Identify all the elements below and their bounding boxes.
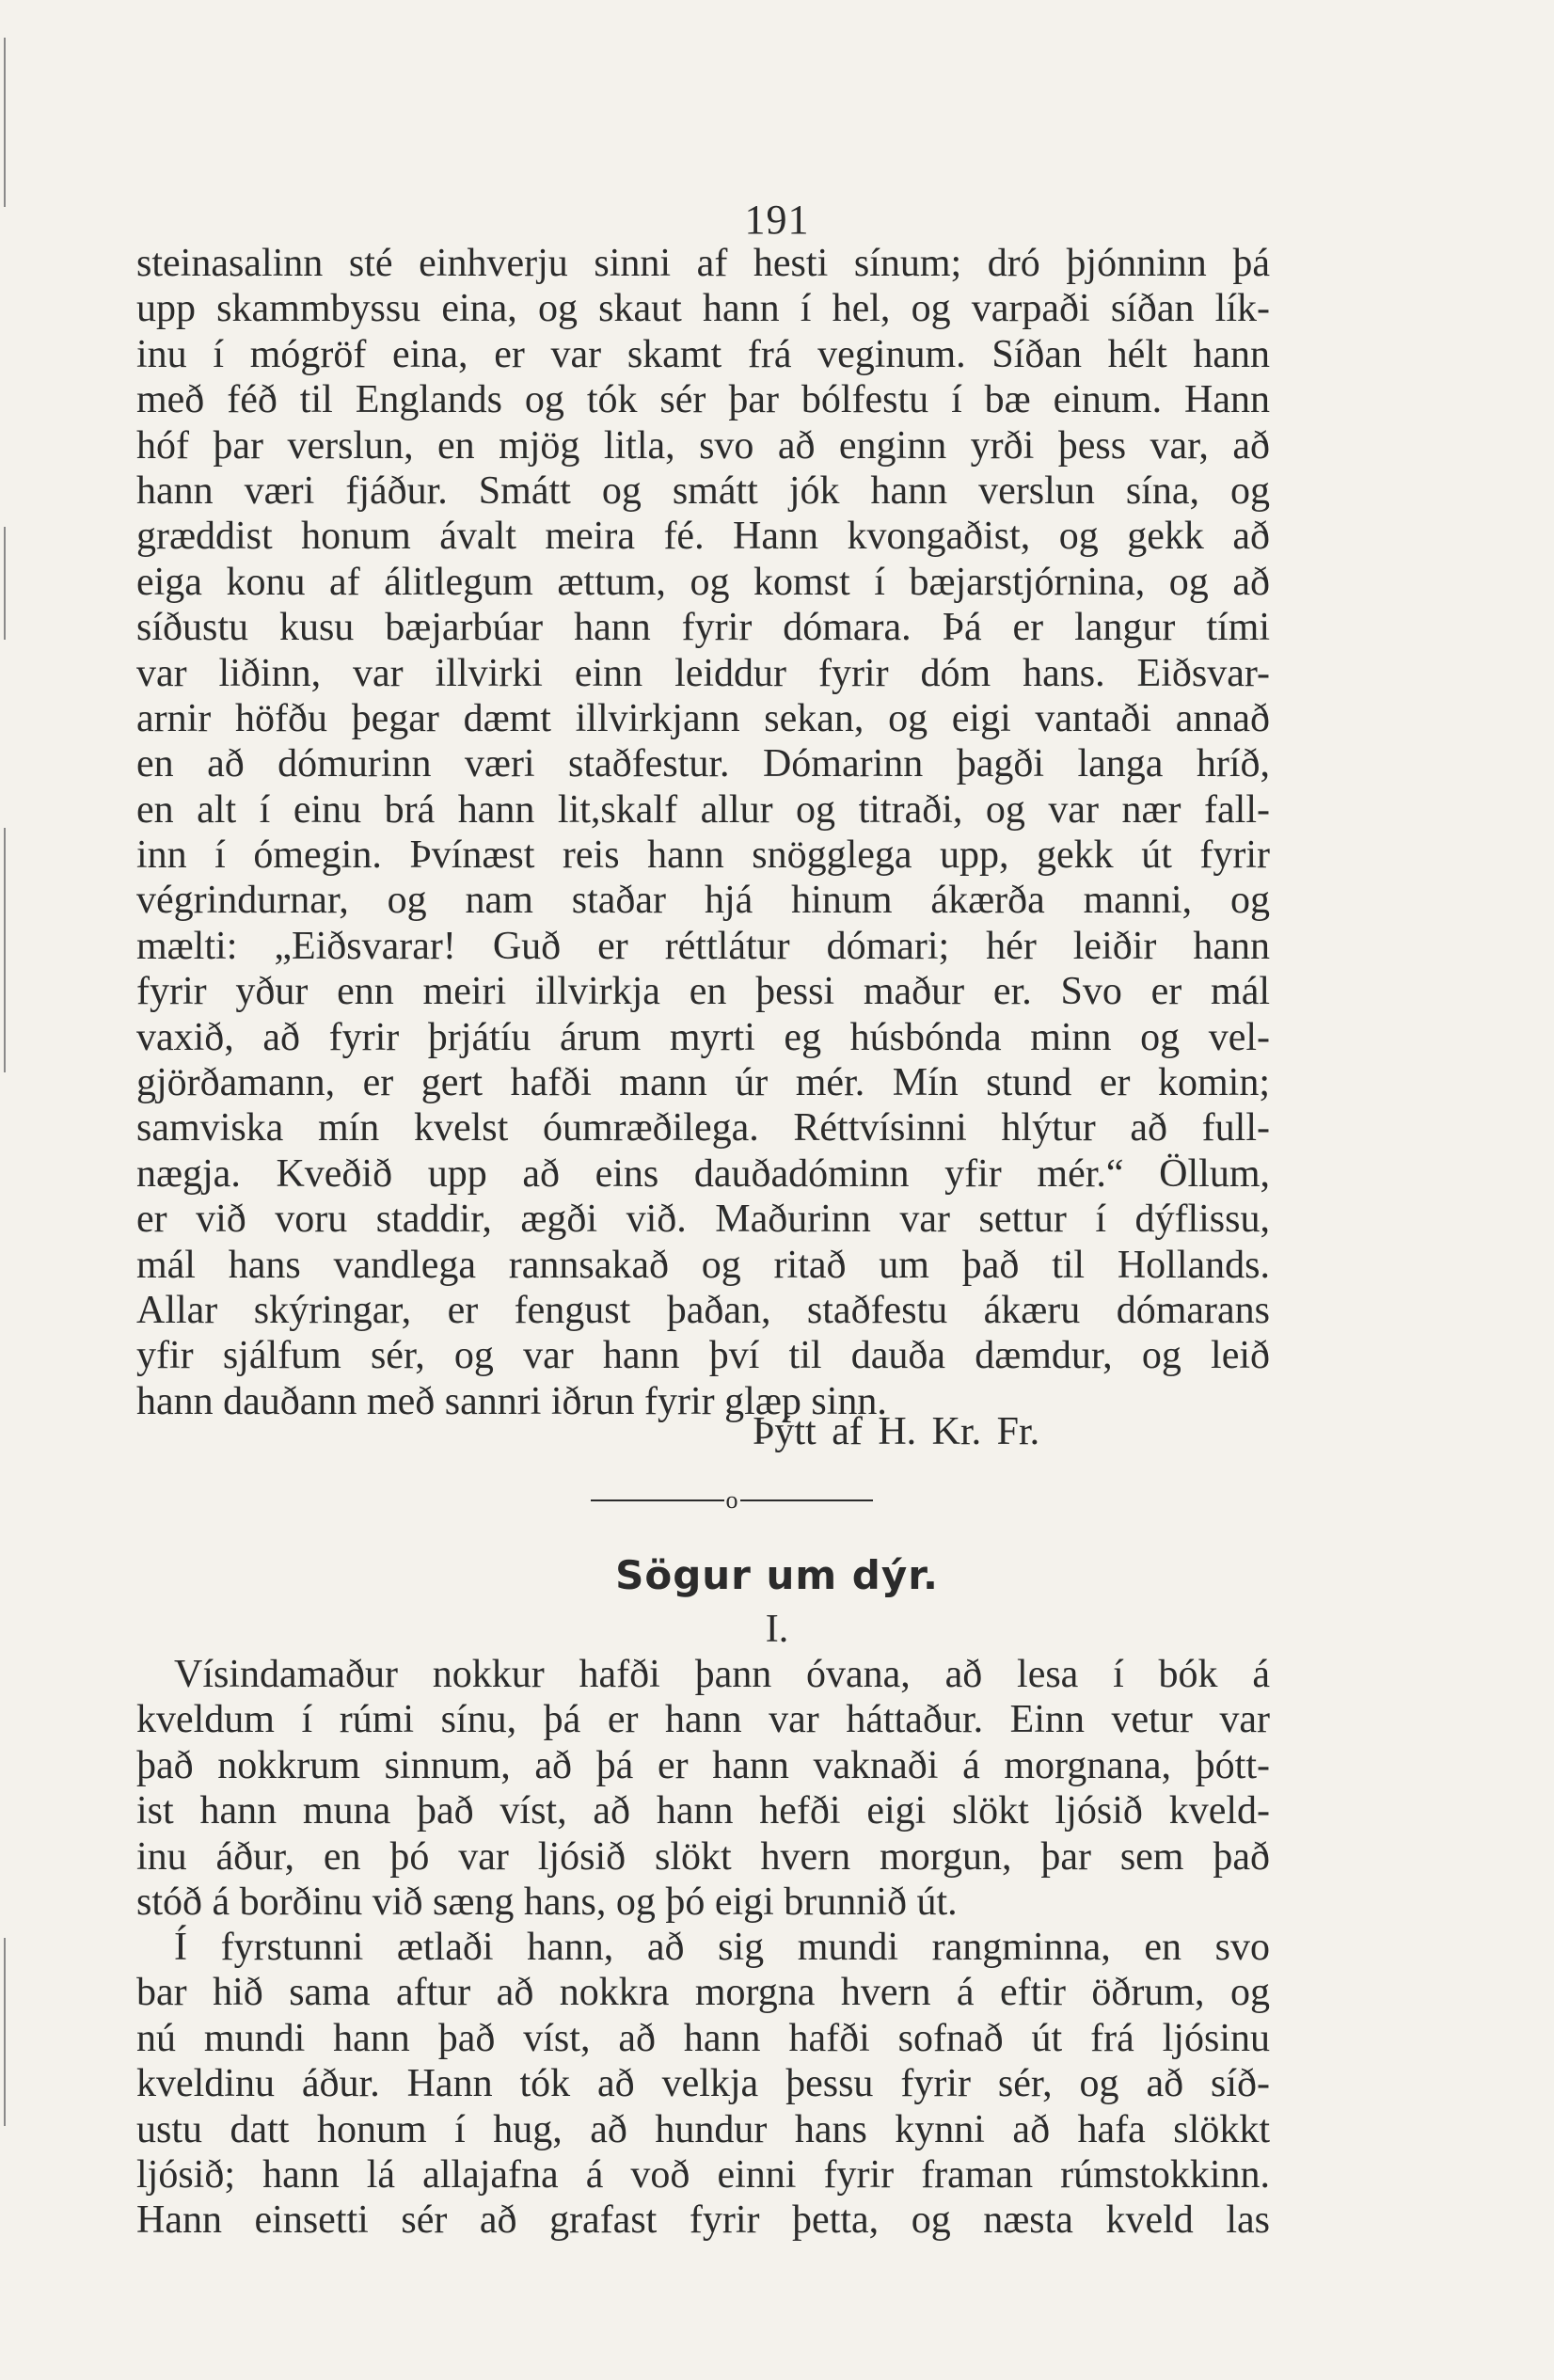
- text-line: er við voru staddir, ægði við. Maðurinn var settur í dýflissu,: [136, 1198, 1270, 1242]
- section-title: Sögur um dýr.: [615, 1552, 939, 1598]
- text-line: nægja. Kveðið upp að eins dauðadóminn yfir mér.“ Öllum,: [136, 1151, 1270, 1196]
- binding-edge-line: [4, 1938, 6, 2126]
- binding-edge-line: [4, 527, 6, 640]
- text-line: var liðinn, var illvirki einn leiddur fyrir dóm hans. Eiðsvar-: [136, 651, 1270, 695]
- text-line: inn í ómegin. Þvínæst reis hann snögglega upp, gekk út fyrir: [136, 833, 1270, 878]
- text-line: nú mundi hann það víst, að hann hafði sofnað út frá ljósinu: [136, 2016, 1270, 2060]
- text-line: hóf þar verslun, en mjög litla, svo að enginn yrði þess var, að: [136, 423, 1270, 468]
- text-line: bar hið sama aftur að nokkra morgna hvern á eftir öðrum, og: [136, 1971, 1270, 2015]
- text-line: mál hans vandlega rannsakað og ritað um það til Hollands.: [136, 1243, 1270, 1287]
- text-line: inu áður, en þó var ljósið slökt hvern morgun, þar sem það: [136, 1834, 1270, 1879]
- text-line: eiga konu af álitlegum ættum, og komst í bæjarstjórnina, og að: [136, 560, 1270, 604]
- text-line: upp skammbyssu eina, og skaut hann í hel, og varpaði síðan lík-: [136, 287, 1270, 331]
- separator-rule: [591, 1499, 724, 1501]
- binding-edge-line: [4, 38, 6, 207]
- text-line: végrindurnar, og nam staðar hjá hinum ákærða manni, og: [136, 879, 1270, 923]
- text-line: kveldinu áður. Hann tók að velkja þessu fyrir sér, og að síð-: [136, 2062, 1270, 2106]
- translator-signature: Þýtt af H. Kr. Fr.: [753, 1410, 1040, 1453]
- text-line: síðustu kusu bæjarbúar hann fyrir dómara. Þá er langur tími: [136, 606, 1270, 650]
- text-line: gjörðamann, er gert hafði mann úr mér. Mín stund er komin;: [136, 1061, 1270, 1105]
- text-line: ljósið; hann lá allajafna á voð einni fyrir framan rúmstokkinn.: [136, 2152, 1270, 2197]
- section-number: I.: [765, 1608, 789, 1651]
- text-line: ustu datt honum í hug, að hundur hans kynni að hafa slökkt: [136, 2107, 1270, 2151]
- text-line: Allar skýringar, er fengust þaðan, staðfestu ákæru dómarans: [136, 1288, 1270, 1332]
- text-line: en alt í einu brá hann lit,skalf allur og titraði, og var nær fall-: [136, 787, 1270, 832]
- text-line: það nokkrum sinnum, að þá er hann vaknaði á morgnana, þótt-: [136, 1743, 1270, 1787]
- paragraph-2: [136, 1925, 1270, 2244]
- text-line: samviska mín kvelst óumræðilega. Réttvísinni hlýtur að full-: [136, 1106, 1270, 1150]
- text-line: inu í mógröf eina, er var skamt frá veginum. Síðan hélt hann: [136, 332, 1270, 376]
- text-line: vaxið, að fyrir þrjátíu árum myrti eg húsbónda minn og vel-: [136, 1015, 1270, 1059]
- text-line: hann dauðann með sannri iðrun fyrir glæp sinn.: [136, 1379, 887, 1423]
- text-line: Hann einsetti sér að grafast fyrir þetta, og næsta kveld las: [136, 2198, 1270, 2243]
- paragraph-1: [136, 1652, 1270, 1925]
- text-line: hann væri fjáður. Smátt og smátt jók hann verslun sína, og: [136, 468, 1270, 513]
- text-line: en að dómurinn væri staðfestur. Dómarinn þagði langa hríð,: [136, 742, 1270, 786]
- text-line: steinasalinn sté einhverju sinni af hesti sínum; dró þjónninn þá: [136, 242, 1270, 285]
- separator-rule: [740, 1499, 874, 1501]
- text-line: kveldum í rúmi sínu, þá er hann var háttaður. Einn vetur var: [136, 1698, 1270, 1742]
- text-line: fyrir yður enn meiri illvirkja en þessi maður er. Svo er mál: [136, 970, 1270, 1014]
- text-line: ist hann muna það víst, að hann hefði eigi slökt ljósið kveld-: [136, 1789, 1270, 1833]
- binding-edge-line: [4, 828, 6, 1072]
- text-line: Í fyrstunni ætlaði hann, að sig mundi rangminna, en svo: [174, 1926, 1270, 1969]
- text-line: arnir höfðu þegar dæmt illvirkjann sekan, og eigi vantaði annað: [136, 696, 1270, 740]
- text-line: með féð til Englands og tók sér þar bólfestu í bæ einum. Hann: [136, 378, 1270, 422]
- text-line: mælti: „Eiðsvarar! Guð er réttlátur dómari; hér leiðir hann: [136, 924, 1270, 968]
- separator-mark: o: [725, 1486, 738, 1514]
- text-line: græddist honum ávalt meira fé. Hann kvongaðist, og gekk að: [136, 515, 1270, 559]
- text-line: stóð á borðinu við sæng hans, og þó eigi brunnið út.: [136, 1880, 958, 1924]
- text-line: yfir sjálfum sér, og var hann því til dauða dæmdur, og leið: [136, 1334, 1270, 1378]
- text-line: Vísindamaður nokkur hafði þann óvana, að lesa í bók á: [174, 1653, 1270, 1696]
- story-end-text: [136, 241, 1270, 1424]
- section-separator: [591, 1486, 873, 1514]
- page-number: 191: [744, 197, 810, 243]
